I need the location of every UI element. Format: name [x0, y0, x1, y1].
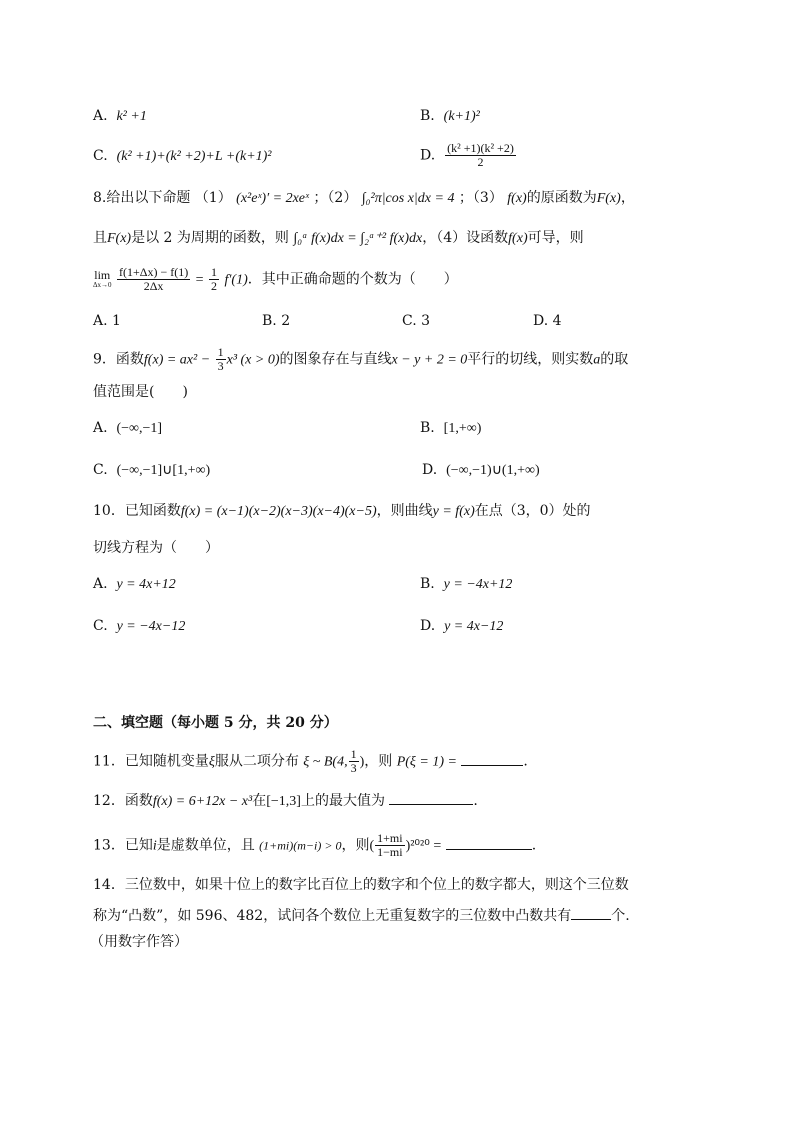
q7-option-b-label: B.	[420, 108, 435, 124]
q8-limit-numerator: f(1+Δx) − f(1)	[118, 265, 189, 279]
q14-text: 称为“凸数”，如 596、482，试问各个数位上无重复数字的三位数中凸数共有	[93, 908, 572, 924]
q8-line-1	[93, 188, 635, 209]
q14-line-2	[93, 906, 630, 926]
q13-expr: )²⁰²⁰ =	[405, 838, 442, 854]
q8-option-d-text: D. 4	[533, 313, 562, 329]
q8-option-b-text: B. 2	[262, 313, 291, 329]
q8-limit-sub: Δx→0	[93, 280, 112, 289]
q8-text: 8.给出以下命题 （1）	[93, 190, 232, 206]
q7-option-b	[420, 106, 480, 127]
q8-text: ．其中正确命题的个数为（ ）	[247, 271, 458, 288]
q8-limit-fraction	[117, 266, 190, 293]
q9-text: 9．函数	[93, 351, 144, 368]
q13-expr: i	[152, 838, 157, 854]
q9-text: 平行的切线，则实数	[467, 351, 594, 368]
q9-option-a-label: A.	[93, 420, 108, 436]
q8-half-fraction	[209, 266, 219, 293]
section-2-heading: 二、填空题（每小题 5 分，共 20 分）	[93, 715, 338, 731]
q9-fraction-denominator: 3	[217, 359, 224, 373]
q10-expr: y = f(x)	[432, 504, 475, 519]
q7-option-c	[93, 146, 272, 167]
q9-option-c-label: C.	[93, 462, 108, 478]
q11-expr: ξ ~ B(4,	[303, 754, 348, 770]
q13-fraction-denominator: 1−mi	[377, 845, 403, 859]
q7-option-d	[420, 142, 517, 169]
q10-line-1	[93, 501, 591, 522]
q7-option-d-numerator: (k² +1)(k² +2)	[447, 141, 514, 155]
q10-option-a-label: A.	[93, 576, 108, 592]
q10-option-d-label: D.	[420, 618, 436, 634]
q11-expr: )	[359, 754, 365, 770]
q12-text: 上的最大值为	[300, 793, 385, 809]
q11-text: 服从二项分布	[214, 753, 299, 770]
q10-option-c-expr: y = −4x−12	[116, 619, 186, 634]
q12-line	[93, 791, 478, 812]
q11-expr: ξ	[208, 754, 215, 770]
q11-fraction-denominator: 3	[350, 761, 357, 775]
q13-line	[93, 832, 536, 859]
q7-option-c-label: C.	[93, 148, 108, 164]
q10-option-b	[420, 574, 512, 595]
q9-expr: x − y + 2 = 0	[391, 352, 468, 368]
q9-text: 值范围是( )	[93, 384, 188, 400]
q9-option-d	[422, 460, 540, 481]
q12-text: 12．函数	[93, 793, 153, 809]
q9-fraction-numerator: 1	[217, 345, 224, 359]
q8-expr: F(x)	[596, 191, 621, 206]
q8-text: 的原函数为	[526, 190, 597, 206]
q7-option-b-expr: (k+1)²	[443, 109, 480, 124]
q8-limit-lim: lim	[94, 267, 111, 282]
q11-fraction-numerator: 1	[350, 747, 357, 761]
q10-option-d	[420, 616, 503, 637]
q8-half-numerator: 1	[211, 265, 218, 279]
q7-option-c-expr: (k² +1)+(k² +2)+L +(k+1)²	[116, 149, 272, 164]
q10-option-c-label: C.	[93, 618, 108, 634]
q7-option-a	[93, 106, 147, 127]
q10-text: ，则曲线	[376, 503, 433, 519]
q8-text: ，（4）设函数	[422, 230, 509, 246]
q8-limit	[93, 267, 112, 290]
q13-fraction	[375, 832, 404, 859]
q14-line-1: 14．三位数中，如果十位上的数字比百位上的数字和个位上的数字都大，则这个三位数	[93, 877, 629, 893]
q13-text: 是虚数单位，且	[156, 837, 255, 854]
q8-text: ；（3）	[458, 190, 503, 206]
q10-text: 在点（3，0）处的	[474, 503, 591, 519]
q11-text: .	[523, 753, 528, 770]
q9-option-a-expr: (−∞,−1]	[116, 421, 163, 436]
q9-option-b-expr: [1,+∞)	[443, 421, 482, 436]
q8-text: 可导，则	[527, 230, 584, 246]
q9-option-c	[93, 460, 210, 481]
q11-line	[93, 748, 528, 775]
q8-expr: ∫₀ᵃ f(x)dx = ∫₂ᵃ⁺² f(x)dx	[293, 231, 423, 246]
q10-option-b-label: B.	[420, 576, 435, 592]
q10-line-2	[93, 538, 219, 558]
q10-option-d-expr: y = 4x−12	[444, 619, 504, 634]
q9-option-d-expr: (−∞,−1)∪(1,+∞)	[446, 463, 540, 478]
q9-option-a	[93, 418, 162, 439]
q10-expr: f(x) = (x−1)(x−2)(x−3)(x−4)(x−5)	[180, 504, 377, 519]
q7-option-d-label: D.	[420, 147, 436, 164]
q8-option-c-text: C. 3	[402, 313, 431, 329]
q8-equals: =	[195, 272, 204, 288]
q11-answer-blank[interactable]	[461, 753, 523, 766]
q8-half-denominator: 2	[211, 279, 218, 293]
q8-option-d	[533, 311, 562, 331]
q9-expr: a	[593, 352, 601, 368]
q8-option-b	[262, 311, 290, 331]
q13-expr: (	[369, 838, 375, 854]
q13-fraction-numerator: 1+mi	[377, 831, 403, 845]
q14-answer-blank[interactable]	[571, 907, 611, 920]
q13-answer-blank[interactable]	[446, 837, 532, 850]
q8-expr: ∫₀²π|cos x|dx = 4	[361, 191, 455, 206]
q8-option-a-text: A. 1	[93, 313, 121, 329]
q7-option-d-fraction	[445, 142, 516, 169]
q9-text: 的图象存在与直线	[279, 351, 392, 368]
q12-text: 在	[252, 793, 267, 809]
q11-fraction	[349, 748, 359, 775]
q8-text: ，	[620, 190, 635, 206]
q9-line-2	[93, 382, 188, 402]
q13-expr: (1+mi)(m−i) > 0	[259, 838, 342, 853]
q9-option-c-expr: (−∞,−1]∪[1,+∞)	[116, 463, 211, 478]
q7-option-a-expr: k² +1	[116, 109, 147, 124]
q10-option-a-expr: y = 4x+12	[116, 577, 176, 592]
q8-option-c	[402, 311, 430, 331]
q9-option-b	[420, 418, 481, 439]
q10-text: 切线方程为（ ）	[93, 540, 219, 556]
q8-expr: f(x)	[507, 191, 527, 206]
q10-text: 10．已知函数	[93, 503, 181, 519]
q8-expr: (x²eˣ)′ = 2xeˣ	[236, 191, 309, 206]
q7-option-a-label: A.	[93, 108, 108, 124]
q9-option-d-label: D.	[422, 462, 438, 478]
q11-expr: P(ξ = 1) =	[396, 754, 457, 770]
q8-option-a	[93, 311, 121, 331]
q9-text: 的取	[600, 351, 629, 368]
q10-option-c	[93, 616, 185, 637]
q8-text: ；（2）	[313, 190, 358, 206]
q9-option-b-label: B.	[420, 420, 435, 436]
q8-expr: f(x)	[508, 231, 528, 246]
q8-text: 且	[93, 230, 107, 246]
q9-line-1	[93, 346, 628, 373]
q10-option-b-expr: y = −4x+12	[443, 577, 513, 592]
q8-limit-denominator: 2Δx	[143, 279, 164, 293]
q13-text: ，则	[341, 837, 370, 854]
q8-text: 是以 2 为周期的函数，则	[131, 230, 289, 246]
q9-expr: f(x) = ax² −	[143, 352, 211, 368]
q12-answer-blank[interactable]	[389, 792, 473, 805]
q8-line-2	[93, 228, 584, 249]
q12-expr: [−1,3]	[266, 794, 301, 809]
q12-expr: f(x) = 6+12x − x³	[152, 794, 253, 809]
q11-text: ，则	[364, 753, 393, 770]
q13-text: 13．已知	[93, 837, 153, 854]
q12-text: .	[473, 793, 478, 809]
q9-fraction	[216, 346, 226, 373]
q8-expr: f′(1)	[224, 272, 248, 288]
q10-option-a	[93, 574, 176, 595]
q14-text: 个.	[611, 908, 630, 924]
q8-line-3	[93, 266, 458, 293]
q14-line-3: （用数字作答）	[90, 934, 188, 950]
q8-expr: F(x)	[107, 231, 132, 246]
q7-option-d-denominator: 2	[477, 155, 484, 169]
q9-expr: x³ (x > 0)	[226, 352, 280, 368]
q13-text: .	[531, 837, 537, 854]
q11-text: 11．已知随机变量	[93, 753, 209, 770]
